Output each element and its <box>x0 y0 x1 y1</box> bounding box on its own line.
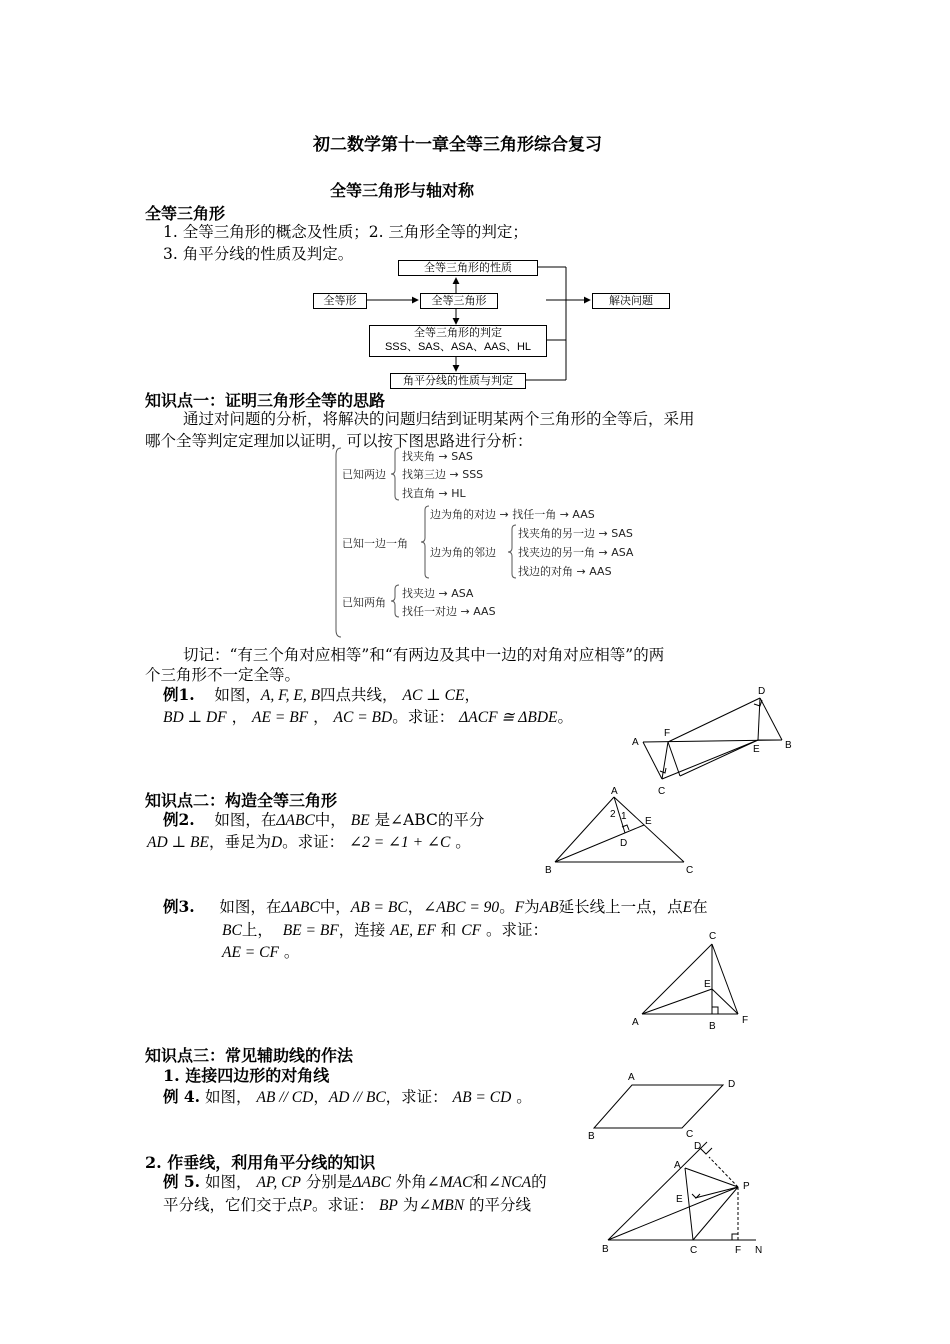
section-line: 1. 全等三角形的概念及性质；2. 三角形全等的判定； <box>163 223 528 241</box>
text: 的 <box>531 1173 547 1191</box>
section-heading: 全等三角形 <box>145 204 226 223</box>
point-label: A <box>611 786 618 797</box>
text: 。求证： <box>311 1196 374 1214</box>
text: 。 <box>516 1088 532 1106</box>
point-label: E <box>676 1194 683 1205</box>
text: 上， <box>241 921 273 939</box>
math: AB = CD <box>452 1089 512 1106</box>
point-label: F <box>664 728 671 739</box>
example-label: 例3. <box>163 897 195 916</box>
solve-box: 解决问题 <box>592 293 670 309</box>
math: AB = BC <box>350 899 408 916</box>
figure-5 <box>598 1140 778 1260</box>
example-label: 例1. <box>163 685 195 704</box>
text: 如图，在 <box>214 811 277 829</box>
kp3-subheading: 1. 连接四边形的对角线 <box>163 1066 330 1085</box>
example-4 <box>163 1085 532 1107</box>
text: ， <box>407 898 424 916</box>
text: 如图， <box>205 1173 252 1191</box>
example-1-line2 <box>163 705 573 727</box>
text: ， <box>464 686 480 704</box>
point-label: B <box>545 865 552 876</box>
section-line: 3. 角平分线的性质及判定。 <box>163 245 354 263</box>
kp2-heading: 知识点二：构造全等三角形 <box>145 791 338 810</box>
text: 如图，在 <box>219 898 282 916</box>
figure-2 <box>538 782 708 882</box>
point-label: C <box>686 1129 694 1140</box>
point-label: B <box>588 1131 595 1142</box>
tree-leaf: 找夹角的另一边 → SAS <box>518 527 633 540</box>
text: 中， <box>319 898 351 916</box>
point-label: C <box>686 865 694 876</box>
math: P <box>302 1197 312 1214</box>
text: 外角 <box>395 1173 427 1191</box>
kp1-paragraph: 通过对问题的分析，将解决的问题归结到证明某两个三角形的全等后，采用 <box>183 410 695 428</box>
text: 。 <box>557 708 574 726</box>
point-label: C <box>658 786 666 797</box>
text: 和 <box>472 1173 488 1191</box>
text: 延长线上一点，点 <box>558 898 683 916</box>
tree-leaf: 找夹边 → ASA <box>402 587 474 600</box>
example-3-line3 <box>222 940 299 962</box>
angle-label: 2 <box>610 809 616 820</box>
angle-label: 1 <box>621 811 627 822</box>
math: AC = BD <box>333 709 393 726</box>
kp1-heading: 知识点一：证明三角形全等的思路 <box>145 391 386 410</box>
tree-node: 已知两边 <box>342 468 386 481</box>
math: A, F, E, B <box>260 687 321 704</box>
text: 。求证： <box>486 921 549 939</box>
point-label: B <box>709 1021 716 1032</box>
math: AB // CD <box>256 1089 314 1106</box>
math: E <box>682 899 693 916</box>
example-3-line2 <box>222 918 548 940</box>
text: 如图， <box>214 686 261 704</box>
tree-node: 已知一边一角 <box>342 537 408 550</box>
math: CF <box>461 922 482 939</box>
math: AP, CP <box>256 1174 301 1191</box>
tree-leaf: 边为角的对边 → 找任一角 → AAS <box>430 508 595 521</box>
text: 。求证： <box>392 708 455 726</box>
text: ，求证： <box>385 1088 448 1106</box>
example-1 <box>163 683 480 705</box>
point-label: A <box>628 1072 635 1083</box>
math: ΔABC <box>281 899 320 916</box>
criteria-title: 全等三角形的判定 <box>414 327 502 339</box>
point-label: E <box>753 744 760 755</box>
math: AE, EF <box>390 922 436 939</box>
text: ， <box>313 1088 329 1106</box>
text: ， <box>231 708 248 726</box>
text: ，连接 <box>338 921 386 939</box>
point-label: E <box>645 816 652 827</box>
tree-leaf: 找直角 → HL <box>402 487 466 500</box>
point-label: D <box>728 1079 736 1090</box>
math: AC ⊥ CE <box>402 687 465 704</box>
tree-leaf: 找第三边 → SSS <box>402 468 484 481</box>
math: ∠ABC = 90 <box>423 899 500 916</box>
text: 分别是 <box>305 1173 353 1191</box>
properties-box: 全等三角形的性质 <box>398 260 538 276</box>
math: BC <box>222 922 242 939</box>
text: 在 <box>692 898 708 916</box>
point-label: P <box>743 1181 750 1192</box>
text: 和 <box>440 921 457 939</box>
math: ΔACF ≅ ΔBDE <box>459 709 558 726</box>
kp1-paragraph: 哪个全等判定定理加以证明，可以按下图思路进行分析： <box>145 432 533 450</box>
congruent-shape-box: 全等形 <box>313 293 367 309</box>
text: ，垂足为 <box>208 833 271 851</box>
text: 。求证： <box>282 833 345 851</box>
text: 如图， <box>205 1088 252 1106</box>
text: 为 <box>524 898 540 916</box>
math: AE = BF <box>252 709 309 726</box>
point-label: B <box>602 1244 609 1255</box>
tree-node: 边为角的邻边 <box>430 546 496 559</box>
math: AE = CF <box>222 944 279 961</box>
text: 四点共线， <box>320 686 398 704</box>
math: D <box>270 834 283 851</box>
example-2 <box>163 808 484 830</box>
tree-leaf: 找边的对角 → AAS <box>518 565 612 578</box>
math: AD // BC <box>328 1089 386 1106</box>
example-2-line2 <box>147 830 471 852</box>
point-label: E <box>704 979 711 990</box>
math: F <box>514 899 525 916</box>
point-label: D <box>758 686 766 697</box>
math: ∠MBN <box>418 1197 465 1214</box>
kp3-subheading: 2. 作垂线，利用角平分线的知识 <box>145 1153 376 1172</box>
math: AB <box>539 899 559 916</box>
point-label: A <box>632 1017 639 1028</box>
point-label: A <box>632 737 639 748</box>
text: 的平分线 <box>468 1196 531 1214</box>
criteria-list: SSS、SAS、ASA、AAS、HL <box>384 341 532 353</box>
point-label: F <box>735 1245 742 1256</box>
math: BE = BF <box>282 922 339 939</box>
text: 。 <box>283 943 300 961</box>
math: AD ⊥ BE <box>147 834 209 851</box>
text: 。 <box>499 898 515 916</box>
text: 是∠ABC的平分 <box>374 811 485 829</box>
tree-node: 已知两角 <box>342 596 386 609</box>
point-label: B <box>785 740 792 751</box>
example-3 <box>163 895 708 917</box>
math: ∠NCA <box>487 1174 532 1191</box>
text: 为 <box>402 1196 419 1214</box>
math: ∠2 = ∠1 + ∠C <box>349 834 451 851</box>
text: 中， <box>314 811 346 829</box>
math: ΔABC <box>276 812 315 829</box>
point-label: A <box>674 1160 681 1171</box>
example-5-line2 <box>163 1193 531 1215</box>
note-line: 切记：“有三个角对应相等”和“有两边及其中一边的对角对应相等”的两 <box>183 646 665 664</box>
point-label: F <box>742 1015 749 1026</box>
point-label: N <box>755 1245 763 1256</box>
tree-leaf: 找夹边的另一角 → ASA <box>518 546 634 559</box>
figure-3 <box>620 925 760 1035</box>
angle-bisector-box: 角平分线的性质与判定 <box>390 373 526 389</box>
congruent-triangle-box: 全等三角形 <box>420 293 498 309</box>
math: BE <box>350 812 370 829</box>
point-label: C <box>709 931 717 942</box>
math: ΔABC <box>352 1174 391 1191</box>
point-label: D <box>694 1141 702 1152</box>
example-5 <box>163 1170 547 1192</box>
note-line: 个三角形不一定全等。 <box>145 666 301 684</box>
page-subtitle: 全等三角形与轴对称 <box>330 181 475 200</box>
example-label: 例 5. <box>163 1172 201 1191</box>
text: 。 <box>455 833 471 851</box>
text: 平分线，它们交于点 <box>163 1196 303 1214</box>
kp3-heading: 知识点三：常见辅助线的作法 <box>145 1046 354 1065</box>
point-label: C <box>690 1245 698 1256</box>
example-label: 例2. <box>163 810 195 829</box>
tree-leaf: 找任一对边 → AAS <box>402 605 496 618</box>
math: BD ⊥ DF <box>163 709 227 726</box>
text: ， <box>313 708 329 726</box>
page-title: 初二数学第十一章全等三角形综合复习 <box>313 135 602 155</box>
math: ∠MAC <box>426 1174 473 1191</box>
example-label: 例 4. <box>163 1087 201 1106</box>
tree-leaf: 找夹角 → SAS <box>402 450 473 463</box>
point-label: D <box>620 838 628 849</box>
math: BP <box>378 1197 398 1214</box>
figure-4 <box>580 1065 750 1145</box>
